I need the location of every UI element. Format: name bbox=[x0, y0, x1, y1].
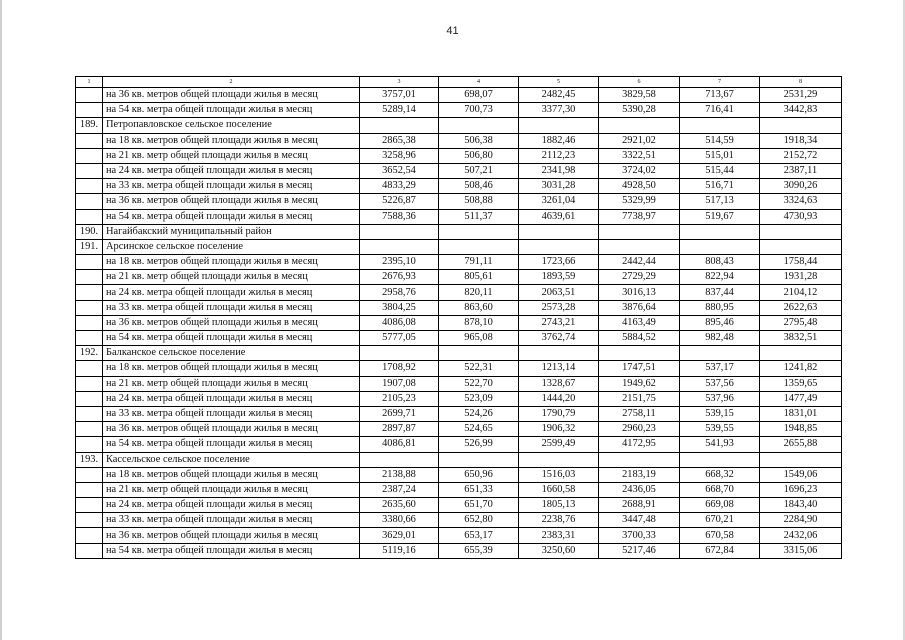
section-index: 191. bbox=[76, 239, 103, 254]
value-cell: 5289,14 bbox=[360, 103, 439, 118]
value-cell: 2960,23 bbox=[599, 422, 680, 437]
empty-cell bbox=[360, 118, 439, 133]
value-cell: 965,08 bbox=[439, 331, 519, 346]
value-cell: 515,01 bbox=[680, 148, 760, 163]
value-cell: 791,11 bbox=[439, 255, 519, 270]
row-label: на 21 кв. метр общей площади жилья в месяц bbox=[103, 482, 360, 497]
table-row bbox=[76, 209, 842, 224]
column-header: 6 bbox=[599, 77, 680, 88]
value-cell: 1328,67 bbox=[519, 376, 599, 391]
value-cell: 537,56 bbox=[680, 376, 760, 391]
row-label: на 21 кв. метр общей площади жилья в месяц bbox=[103, 148, 360, 163]
empty-index-cell bbox=[76, 270, 103, 285]
value-cell: 651,33 bbox=[439, 482, 519, 497]
table-row bbox=[76, 270, 842, 285]
section-row bbox=[76, 239, 842, 254]
table-row bbox=[76, 528, 842, 543]
value-cell: 3757,01 bbox=[360, 88, 439, 103]
section-row bbox=[76, 346, 842, 361]
value-cell: 1516,03 bbox=[519, 467, 599, 482]
value-cell: 3876,64 bbox=[599, 300, 680, 315]
value-cell: 515,44 bbox=[680, 163, 760, 178]
value-cell: 2436,05 bbox=[599, 482, 680, 497]
value-cell: 1918,34 bbox=[760, 133, 842, 148]
value-cell: 5390,28 bbox=[599, 103, 680, 118]
value-cell: 7738,97 bbox=[599, 209, 680, 224]
value-cell: 3447,48 bbox=[599, 513, 680, 528]
value-cell: 2151,75 bbox=[599, 391, 680, 406]
value-cell: 653,17 bbox=[439, 528, 519, 543]
value-cell: 3442,83 bbox=[760, 103, 842, 118]
value-cell: 3377,30 bbox=[519, 103, 599, 118]
empty-cell bbox=[680, 452, 760, 467]
column-header: 5 bbox=[519, 77, 599, 88]
empty-cell bbox=[360, 452, 439, 467]
table-row bbox=[76, 179, 842, 194]
value-cell: 1758,44 bbox=[760, 255, 842, 270]
section-row bbox=[76, 118, 842, 133]
value-cell: 1790,79 bbox=[519, 406, 599, 421]
empty-index-cell bbox=[76, 133, 103, 148]
table-row bbox=[76, 543, 842, 558]
table-row bbox=[76, 406, 842, 421]
row-label: на 54 кв. метра общей площади жилья в месяц bbox=[103, 437, 360, 452]
section-title: Кассельское сельское поселение bbox=[103, 452, 360, 467]
value-cell: 5329,99 bbox=[599, 194, 680, 209]
empty-index-cell bbox=[76, 255, 103, 270]
table-row bbox=[76, 498, 842, 513]
value-cell: 700,73 bbox=[439, 103, 519, 118]
column-header: 1 bbox=[76, 77, 103, 88]
row-label: на 18 кв. метров общей площади жилья в месяц bbox=[103, 467, 360, 482]
empty-cell bbox=[439, 118, 519, 133]
value-cell: 863,60 bbox=[439, 300, 519, 315]
row-label: на 36 кв. метров общей площади жилья в месяц bbox=[103, 88, 360, 103]
empty-index-cell bbox=[76, 88, 103, 103]
empty-cell bbox=[599, 452, 680, 467]
value-cell: 5226,87 bbox=[360, 194, 439, 209]
value-cell: 2112,23 bbox=[519, 148, 599, 163]
value-cell: 2599,49 bbox=[519, 437, 599, 452]
value-cell: 4639,61 bbox=[519, 209, 599, 224]
row-label: на 18 кв. метров общей площади жилья в месяц bbox=[103, 255, 360, 270]
row-label: на 33 кв. метра общей площади жилья в месяц bbox=[103, 300, 360, 315]
row-label: на 24 кв. метра общей площади жилья в месяц bbox=[103, 391, 360, 406]
value-cell: 3832,51 bbox=[760, 331, 842, 346]
empty-index-cell bbox=[76, 179, 103, 194]
empty-index-cell bbox=[76, 300, 103, 315]
value-cell: 3250,60 bbox=[519, 543, 599, 558]
value-cell: 524,26 bbox=[439, 406, 519, 421]
empty-cell bbox=[760, 452, 842, 467]
value-cell: 3322,51 bbox=[599, 148, 680, 163]
value-cell: 4086,81 bbox=[360, 437, 439, 452]
value-cell: 1241,82 bbox=[760, 361, 842, 376]
section-row bbox=[76, 224, 842, 239]
value-cell: 650,96 bbox=[439, 467, 519, 482]
empty-index-cell bbox=[76, 482, 103, 497]
value-cell: 837,44 bbox=[680, 285, 760, 300]
value-cell: 4163,49 bbox=[599, 315, 680, 330]
value-cell: 506,38 bbox=[439, 133, 519, 148]
value-cell: 808,43 bbox=[680, 255, 760, 270]
section-row bbox=[76, 452, 842, 467]
column-header: 2 bbox=[103, 77, 360, 88]
value-cell: 537,96 bbox=[680, 391, 760, 406]
table-body bbox=[76, 77, 842, 559]
value-cell: 522,70 bbox=[439, 376, 519, 391]
value-cell: 698,07 bbox=[439, 88, 519, 103]
section-title: Нагайбакский муниципальный район bbox=[103, 224, 360, 239]
value-cell: 672,84 bbox=[680, 543, 760, 558]
value-cell: 2635,60 bbox=[360, 498, 439, 513]
empty-cell bbox=[360, 224, 439, 239]
value-cell: 508,88 bbox=[439, 194, 519, 209]
empty-cell bbox=[599, 224, 680, 239]
section-index: 192. bbox=[76, 346, 103, 361]
value-cell: 1948,85 bbox=[760, 422, 842, 437]
empty-cell bbox=[680, 239, 760, 254]
value-cell: 7588,36 bbox=[360, 209, 439, 224]
value-cell: 5217,46 bbox=[599, 543, 680, 558]
value-cell: 514,59 bbox=[680, 133, 760, 148]
row-label: на 21 кв. метр общей площади жилья в месяц bbox=[103, 376, 360, 391]
value-cell: 5884,52 bbox=[599, 331, 680, 346]
value-cell: 1723,66 bbox=[519, 255, 599, 270]
value-cell: 3724,02 bbox=[599, 163, 680, 178]
value-cell: 2104,12 bbox=[760, 285, 842, 300]
row-label: на 54 кв. метра общей площади жилья в месяц bbox=[103, 209, 360, 224]
empty-cell bbox=[439, 346, 519, 361]
value-cell: 820,11 bbox=[439, 285, 519, 300]
value-cell: 2729,29 bbox=[599, 270, 680, 285]
value-cell: 1931,28 bbox=[760, 270, 842, 285]
value-cell: 541,93 bbox=[680, 437, 760, 452]
value-cell: 2865,38 bbox=[360, 133, 439, 148]
value-cell: 4172,95 bbox=[599, 437, 680, 452]
empty-index-cell bbox=[76, 148, 103, 163]
value-cell: 4730,93 bbox=[760, 209, 842, 224]
value-cell: 1843,40 bbox=[760, 498, 842, 513]
empty-cell bbox=[519, 118, 599, 133]
empty-index-cell bbox=[76, 406, 103, 421]
empty-cell bbox=[599, 118, 680, 133]
value-cell: 880,95 bbox=[680, 300, 760, 315]
value-cell: 3261,04 bbox=[519, 194, 599, 209]
empty-index-cell bbox=[76, 391, 103, 406]
value-cell: 982,48 bbox=[680, 331, 760, 346]
value-cell: 3652,54 bbox=[360, 163, 439, 178]
section-index: 190. bbox=[76, 224, 103, 239]
empty-cell bbox=[439, 224, 519, 239]
empty-index-cell bbox=[76, 513, 103, 528]
empty-index-cell bbox=[76, 163, 103, 178]
value-cell: 2676,93 bbox=[360, 270, 439, 285]
value-cell: 878,10 bbox=[439, 315, 519, 330]
table-row bbox=[76, 376, 842, 391]
table-row bbox=[76, 148, 842, 163]
value-cell: 2743,21 bbox=[519, 315, 599, 330]
value-cell: 2105,23 bbox=[360, 391, 439, 406]
section-title: Петропавловское сельское поселение bbox=[103, 118, 360, 133]
value-cell: 2395,10 bbox=[360, 255, 439, 270]
column-header: 7 bbox=[680, 77, 760, 88]
value-cell: 4928,50 bbox=[599, 179, 680, 194]
value-cell: 2688,91 bbox=[599, 498, 680, 513]
value-cell: 5119,16 bbox=[360, 543, 439, 558]
value-cell: 537,17 bbox=[680, 361, 760, 376]
empty-index-cell bbox=[76, 285, 103, 300]
value-cell: 2432,06 bbox=[760, 528, 842, 543]
value-cell: 1696,23 bbox=[760, 482, 842, 497]
value-cell: 2699,71 bbox=[360, 406, 439, 421]
empty-index-cell bbox=[76, 331, 103, 346]
empty-index-cell bbox=[76, 315, 103, 330]
value-cell: 655,39 bbox=[439, 543, 519, 558]
row-label: на 24 кв. метра общей площади жилья в месяц bbox=[103, 285, 360, 300]
value-cell: 511,37 bbox=[439, 209, 519, 224]
empty-cell bbox=[599, 239, 680, 254]
table-row bbox=[76, 194, 842, 209]
value-cell: 1747,51 bbox=[599, 361, 680, 376]
value-cell: 3629,01 bbox=[360, 528, 439, 543]
row-label: на 33 кв. метра общей площади жилья в месяц bbox=[103, 513, 360, 528]
value-cell: 539,15 bbox=[680, 406, 760, 421]
value-cell: 508,46 bbox=[439, 179, 519, 194]
value-cell: 713,67 bbox=[680, 88, 760, 103]
value-cell: 2387,24 bbox=[360, 482, 439, 497]
value-cell: 1477,49 bbox=[760, 391, 842, 406]
row-label: на 33 кв. метра общей площади жилья в месяц bbox=[103, 179, 360, 194]
value-cell: 507,21 bbox=[439, 163, 519, 178]
empty-index-cell bbox=[76, 543, 103, 558]
row-label: на 36 кв. метров общей площади жилья в месяц bbox=[103, 422, 360, 437]
page-edge-left bbox=[0, 0, 2, 640]
value-cell: 4833,29 bbox=[360, 179, 439, 194]
empty-cell bbox=[680, 346, 760, 361]
table-row bbox=[76, 482, 842, 497]
table-row bbox=[76, 513, 842, 528]
row-label: на 36 кв. метров общей площади жилья в месяц bbox=[103, 194, 360, 209]
section-index: 193. bbox=[76, 452, 103, 467]
value-cell: 2795,48 bbox=[760, 315, 842, 330]
table-row bbox=[76, 255, 842, 270]
empty-cell bbox=[439, 452, 519, 467]
value-cell: 670,58 bbox=[680, 528, 760, 543]
value-cell: 805,61 bbox=[439, 270, 519, 285]
table-row bbox=[76, 467, 842, 482]
value-cell: 716,41 bbox=[680, 103, 760, 118]
table-row bbox=[76, 437, 842, 452]
value-cell: 2152,72 bbox=[760, 148, 842, 163]
row-label: на 36 кв. метров общей площади жилья в месяц bbox=[103, 528, 360, 543]
empty-index-cell bbox=[76, 528, 103, 543]
section-title: Арсинское сельское поселение bbox=[103, 239, 360, 254]
value-cell: 2897,87 bbox=[360, 422, 439, 437]
value-cell: 668,70 bbox=[680, 482, 760, 497]
value-cell: 3829,58 bbox=[599, 88, 680, 103]
row-label: на 54 кв. метра общей площади жилья в месяц bbox=[103, 331, 360, 346]
value-cell: 3258,96 bbox=[360, 148, 439, 163]
empty-cell bbox=[680, 224, 760, 239]
empty-index-cell bbox=[76, 361, 103, 376]
value-cell: 517,13 bbox=[680, 194, 760, 209]
value-cell: 516,71 bbox=[680, 179, 760, 194]
empty-cell bbox=[519, 452, 599, 467]
row-label: на 54 кв. метра общей площади жилья в месяц bbox=[103, 103, 360, 118]
value-cell: 2622,63 bbox=[760, 300, 842, 315]
value-cell: 895,46 bbox=[680, 315, 760, 330]
value-cell: 2138,88 bbox=[360, 467, 439, 482]
column-header: 8 bbox=[760, 77, 842, 88]
value-cell: 4086,08 bbox=[360, 315, 439, 330]
value-cell: 3380,66 bbox=[360, 513, 439, 528]
empty-cell bbox=[599, 346, 680, 361]
empty-index-cell bbox=[76, 467, 103, 482]
header-row bbox=[76, 77, 842, 88]
empty-cell bbox=[760, 224, 842, 239]
value-cell: 2921,02 bbox=[599, 133, 680, 148]
value-cell: 2655,88 bbox=[760, 437, 842, 452]
table-row bbox=[76, 361, 842, 376]
value-cell: 1708,92 bbox=[360, 361, 439, 376]
value-cell: 1907,08 bbox=[360, 376, 439, 391]
value-cell: 2183,19 bbox=[599, 467, 680, 482]
value-cell: 2387,11 bbox=[760, 163, 842, 178]
value-cell: 519,67 bbox=[680, 209, 760, 224]
value-cell: 1359,65 bbox=[760, 376, 842, 391]
table-row bbox=[76, 315, 842, 330]
row-label: на 36 кв. метров общей площади жилья в месяц bbox=[103, 315, 360, 330]
column-header: 3 bbox=[360, 77, 439, 88]
value-cell: 3804,25 bbox=[360, 300, 439, 315]
value-cell: 668,32 bbox=[680, 467, 760, 482]
value-cell: 2531,29 bbox=[760, 88, 842, 103]
value-cell: 1949,62 bbox=[599, 376, 680, 391]
empty-index-cell bbox=[76, 376, 103, 391]
value-cell: 2758,11 bbox=[599, 406, 680, 421]
value-cell: 1660,58 bbox=[519, 482, 599, 497]
empty-cell bbox=[760, 346, 842, 361]
row-label: на 24 кв. метра общей площади жилья в месяц bbox=[103, 498, 360, 513]
row-label: на 54 кв. метра общей площади жилья в месяц bbox=[103, 543, 360, 558]
row-label: на 18 кв. метров общей площади жилья в месяц bbox=[103, 133, 360, 148]
row-label: на 21 кв. метр общей площади жилья в месяц bbox=[103, 270, 360, 285]
value-cell: 669,08 bbox=[680, 498, 760, 513]
value-cell: 523,09 bbox=[439, 391, 519, 406]
empty-index-cell bbox=[76, 498, 103, 513]
value-cell: 1213,14 bbox=[519, 361, 599, 376]
value-cell: 539,55 bbox=[680, 422, 760, 437]
table-row bbox=[76, 331, 842, 346]
row-label: на 33 кв. метра общей площади жилья в месяц bbox=[103, 406, 360, 421]
table-row bbox=[76, 133, 842, 148]
empty-cell bbox=[760, 118, 842, 133]
value-cell: 2482,45 bbox=[519, 88, 599, 103]
table-row bbox=[76, 422, 842, 437]
value-cell: 2442,44 bbox=[599, 255, 680, 270]
value-cell: 3315,06 bbox=[760, 543, 842, 558]
value-cell: 3016,13 bbox=[599, 285, 680, 300]
empty-cell bbox=[519, 346, 599, 361]
table-row bbox=[76, 285, 842, 300]
page-number: 41 bbox=[446, 25, 459, 37]
section-index: 189. bbox=[76, 118, 103, 133]
value-cell: 3762,74 bbox=[519, 331, 599, 346]
value-cell: 2341,98 bbox=[519, 163, 599, 178]
empty-cell bbox=[519, 239, 599, 254]
value-cell: 2383,31 bbox=[519, 528, 599, 543]
value-cell: 652,80 bbox=[439, 513, 519, 528]
value-cell: 1893,59 bbox=[519, 270, 599, 285]
value-cell: 1805,13 bbox=[519, 498, 599, 513]
table-row bbox=[76, 103, 842, 118]
table-row bbox=[76, 391, 842, 406]
empty-index-cell bbox=[76, 103, 103, 118]
value-cell: 822,94 bbox=[680, 270, 760, 285]
value-cell: 2238,76 bbox=[519, 513, 599, 528]
value-cell: 522,31 bbox=[439, 361, 519, 376]
table-row bbox=[76, 300, 842, 315]
row-label: на 24 кв. метра общей площади жилья в месяц bbox=[103, 163, 360, 178]
empty-cell bbox=[519, 224, 599, 239]
value-cell: 2284,90 bbox=[760, 513, 842, 528]
value-cell: 651,70 bbox=[439, 498, 519, 513]
empty-cell bbox=[760, 239, 842, 254]
table-row bbox=[76, 88, 842, 103]
empty-cell bbox=[680, 118, 760, 133]
value-cell: 3700,33 bbox=[599, 528, 680, 543]
value-cell: 670,21 bbox=[680, 513, 760, 528]
tariff-table bbox=[75, 76, 842, 559]
value-cell: 1906,32 bbox=[519, 422, 599, 437]
empty-index-cell bbox=[76, 209, 103, 224]
value-cell: 526,99 bbox=[439, 437, 519, 452]
value-cell: 506,80 bbox=[439, 148, 519, 163]
value-cell: 1882,46 bbox=[519, 133, 599, 148]
empty-cell bbox=[360, 346, 439, 361]
value-cell: 3324,63 bbox=[760, 194, 842, 209]
empty-index-cell bbox=[76, 194, 103, 209]
value-cell: 2958,76 bbox=[360, 285, 439, 300]
empty-cell bbox=[439, 239, 519, 254]
table-row bbox=[76, 163, 842, 178]
value-cell: 3031,28 bbox=[519, 179, 599, 194]
empty-index-cell bbox=[76, 422, 103, 437]
value-cell: 1549,06 bbox=[760, 467, 842, 482]
section-title: Балканское сельское поселение bbox=[103, 346, 360, 361]
empty-cell bbox=[360, 239, 439, 254]
row-label: на 18 кв. метров общей площади жилья в месяц bbox=[103, 361, 360, 376]
value-cell: 2573,28 bbox=[519, 300, 599, 315]
value-cell: 524,65 bbox=[439, 422, 519, 437]
value-cell: 5777,05 bbox=[360, 331, 439, 346]
value-cell: 2063,51 bbox=[519, 285, 599, 300]
empty-index-cell bbox=[76, 437, 103, 452]
value-cell: 1831,01 bbox=[760, 406, 842, 421]
value-cell: 1444,20 bbox=[519, 391, 599, 406]
value-cell: 3090,26 bbox=[760, 179, 842, 194]
column-header: 4 bbox=[439, 77, 519, 88]
